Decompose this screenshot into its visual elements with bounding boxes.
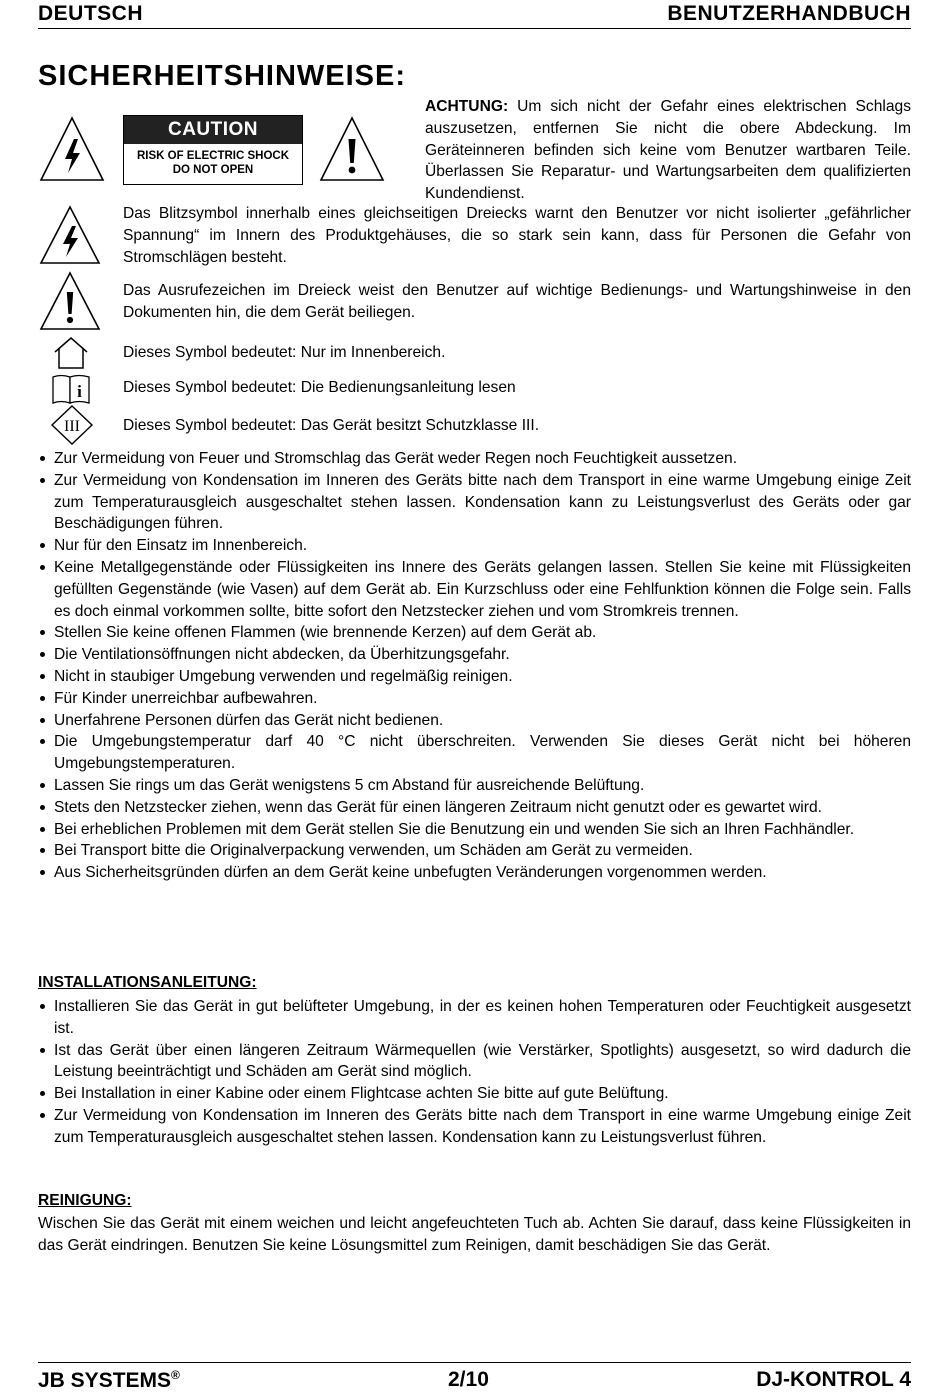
class3-glyph: III xyxy=(64,418,80,435)
page-footer xyxy=(38,1362,911,1395)
list-item: Unerfahrene Personen dürfen das Gerät nicht bedienen. xyxy=(38,710,911,732)
footer-brand-mark: ® xyxy=(171,1368,180,1382)
manual-info-glyph: i xyxy=(77,382,82,401)
caution-label-title: CAUTION xyxy=(124,116,302,144)
page-title: SICHERHEITSHINWEISE: xyxy=(38,60,407,92)
footer-page-number: 2/10 xyxy=(448,1368,489,1391)
achtung-paragraph xyxy=(425,96,911,205)
indoor-house-icon xyxy=(52,335,90,371)
list-item: Die Umgebungstemperatur darf 40 °C nicht überschreiten. Verwenden Sie dieses Gerät nicht bei höheren Umgebungstemperaturen. xyxy=(38,731,911,775)
safety-list xyxy=(38,448,911,884)
list-item: Bei Installation in einer Kabine oder einem Flightcase achten Sie bitte auf gute Belüftung. xyxy=(38,1083,911,1105)
lightning-explanation: Das Blitzsymbol innerhalb eines gleichseitigen Dreiecks warnt den Benutzer vor nicht isolierter „gefährlicher Spannung“ im Innern des Produktgehäuses, die so stark sein kann, dass für Personen die Gefahr von Stromschlägen besteht. xyxy=(123,205,911,266)
footer-brand: JB SYSTEMS xyxy=(38,1369,172,1392)
achtung-label: ACHTUNG: xyxy=(425,98,509,115)
list-item: Ist das Gerät über einen längeren Zeitraum Wärmequellen (wie Verstärker, Spotlights) ausgesetzt, so wird dadurch die Leistung beeinträchtigt und Schäden am Gerät sind möglich. xyxy=(38,1040,911,1084)
list-item: Keine Metallgegenstände oder Flüssigkeiten ins Innere des Geräts gelangen lassen. Stellen Sie keine mit Flüssigkeiten gefüllten Gegenstände (wie Vasen) auf dem Gerät ab. Ein Kurzschluss oder eine Fehlfunktion können die Folge sein. Falls es doch einmal vorkommen sollte, bitte sofort den Netzstecker ziehen und vom Stromkreis trennen. xyxy=(38,557,911,622)
page-header xyxy=(38,2,911,29)
list-item: Installieren Sie das Gerät in gut belüfteter Umgebung, in der es keinen hohen Temperaturen oder Feuchtigkeit ausgesetzt ist. xyxy=(38,996,911,1040)
exclamation-explanation: Das Ausrufezeichen im Dreieck weist den Benutzer auf wichtige Bedienungs- und Wartungshinweise in den Dokumenten hin, die dem Gerät beiliegen. xyxy=(123,282,911,321)
lightning-symbol-icon xyxy=(38,204,102,266)
list-item: Zur Vermeidung von Feuer und Stromschlag das Gerät weder Regen noch Feuchtigkeit aussetzen. xyxy=(38,448,911,470)
class3-explanation: Dieses Symbol bedeutet: Das Gerät besitzt Schutzklasse III. xyxy=(123,417,540,434)
list-item: Für Kinder unerreichbar aufbewahren. xyxy=(38,688,911,710)
exclamation-warning-icon xyxy=(318,115,386,183)
manual-page xyxy=(38,0,911,1397)
manual-explanation: Dieses Symbol bedeutet: Die Bedienungsanleitung lesen xyxy=(123,379,516,396)
caution-label xyxy=(123,115,303,185)
caution-label-line1: RISK OF ELECTRIC SHOCK xyxy=(136,150,290,162)
caution-label-line2: DO NOT OPEN xyxy=(172,164,254,176)
lightning-warning-icon xyxy=(38,115,106,183)
header-doc-type: BENUTZERHANDBUCH xyxy=(667,2,911,25)
cleaning-text: Wischen Sie das Gerät mit einem weichen und leicht angefeuchteten Tuch ab. Achten Sie darauf, dass keine Flüssigkeiten in das Gerät eindringen. Benutzen Sie keine Lösungsmittel zum Reinigen, damit beschädigen Sie das Gerät. xyxy=(38,1215,911,1254)
list-item: Lassen Sie rings um das Gerät wenigstens 5 cm Abstand für ausreichende Belüftung. xyxy=(38,775,911,797)
list-item: Aus Sicherheitsgründen dürfen an dem Gerät keine unbefugten Veränderungen vorgenommen werden. xyxy=(38,862,911,884)
class3-diamond-icon xyxy=(50,404,94,446)
list-item: Bei erheblichen Problemen mit dem Gerät stellen Sie die Benutzung ein und wenden Sie sich an Ihren Fachhändler. xyxy=(38,819,911,841)
header-language: DEUTSCH xyxy=(38,2,144,25)
cleaning-heading: REINIGUNG: xyxy=(38,1192,132,1209)
list-item: Bei Transport bitte die Originalverpackung verwenden, um Schäden am Gerät zu vermeiden. xyxy=(38,840,911,862)
manual-book-icon xyxy=(50,373,92,405)
list-item: Zur Vermeidung von Kondensation im Inneren des Geräts bitte nach dem Transport in eine warme Umgebung einige Zeit zum Temperaturausgleich ausgeschaltet stehen lassen. Kondensation kann zu Leistungsverlust führen. xyxy=(38,1105,911,1149)
list-item: Stellen Sie keine offenen Flammen (wie brennende Kerzen) auf dem Gerät ab. xyxy=(38,622,911,644)
installation-list xyxy=(38,996,911,1149)
list-item: Stets den Netzstecker ziehen, wenn das Gerät für einen längeren Zeitraum nicht genutzt oder es gewartet wird. xyxy=(38,797,911,819)
list-item: Zur Vermeidung von Kondensation im Inneren des Geräts bitte nach dem Transport in eine warme Umgebung einige Zeit zum Temperaturausgleich ausgeschaltet stehen lassen. Kondensation kann zu Leistungsverlust des Geräts oder gar Beschädigungen führen. xyxy=(38,470,911,535)
indoor-explanation: Dieses Symbol bedeutet: Nur im Innenbereich. xyxy=(123,344,446,361)
list-item: Die Ventilationsöffnungen nicht abdecken, da Überhitzungsgefahr. xyxy=(38,644,911,666)
list-item: Nicht in staubiger Umgebung verwenden und regelmäßig reinigen. xyxy=(38,666,911,688)
footer-brand-wrap xyxy=(38,1368,180,1393)
footer-model: DJ-KONTROL 4 xyxy=(756,1368,911,1391)
list-item: Nur für den Einsatz im Innenbereich. xyxy=(38,535,911,557)
installation-heading: INSTALLATIONSANLEITUNG: xyxy=(38,974,257,991)
exclamation-symbol-icon xyxy=(38,270,102,332)
achtung-text: Um sich nicht der Gefahr eines elektrischen Schlags auszusetzen, entfernen Sie nicht die obere Abdeckung. Im Geräteinneren befinden sich keine vom Benutzer wartbaren Teile. Überlassen Sie Reparatur- und Wartungsarbeiten dem qualifizierten Kundendienst. xyxy=(425,98,911,203)
